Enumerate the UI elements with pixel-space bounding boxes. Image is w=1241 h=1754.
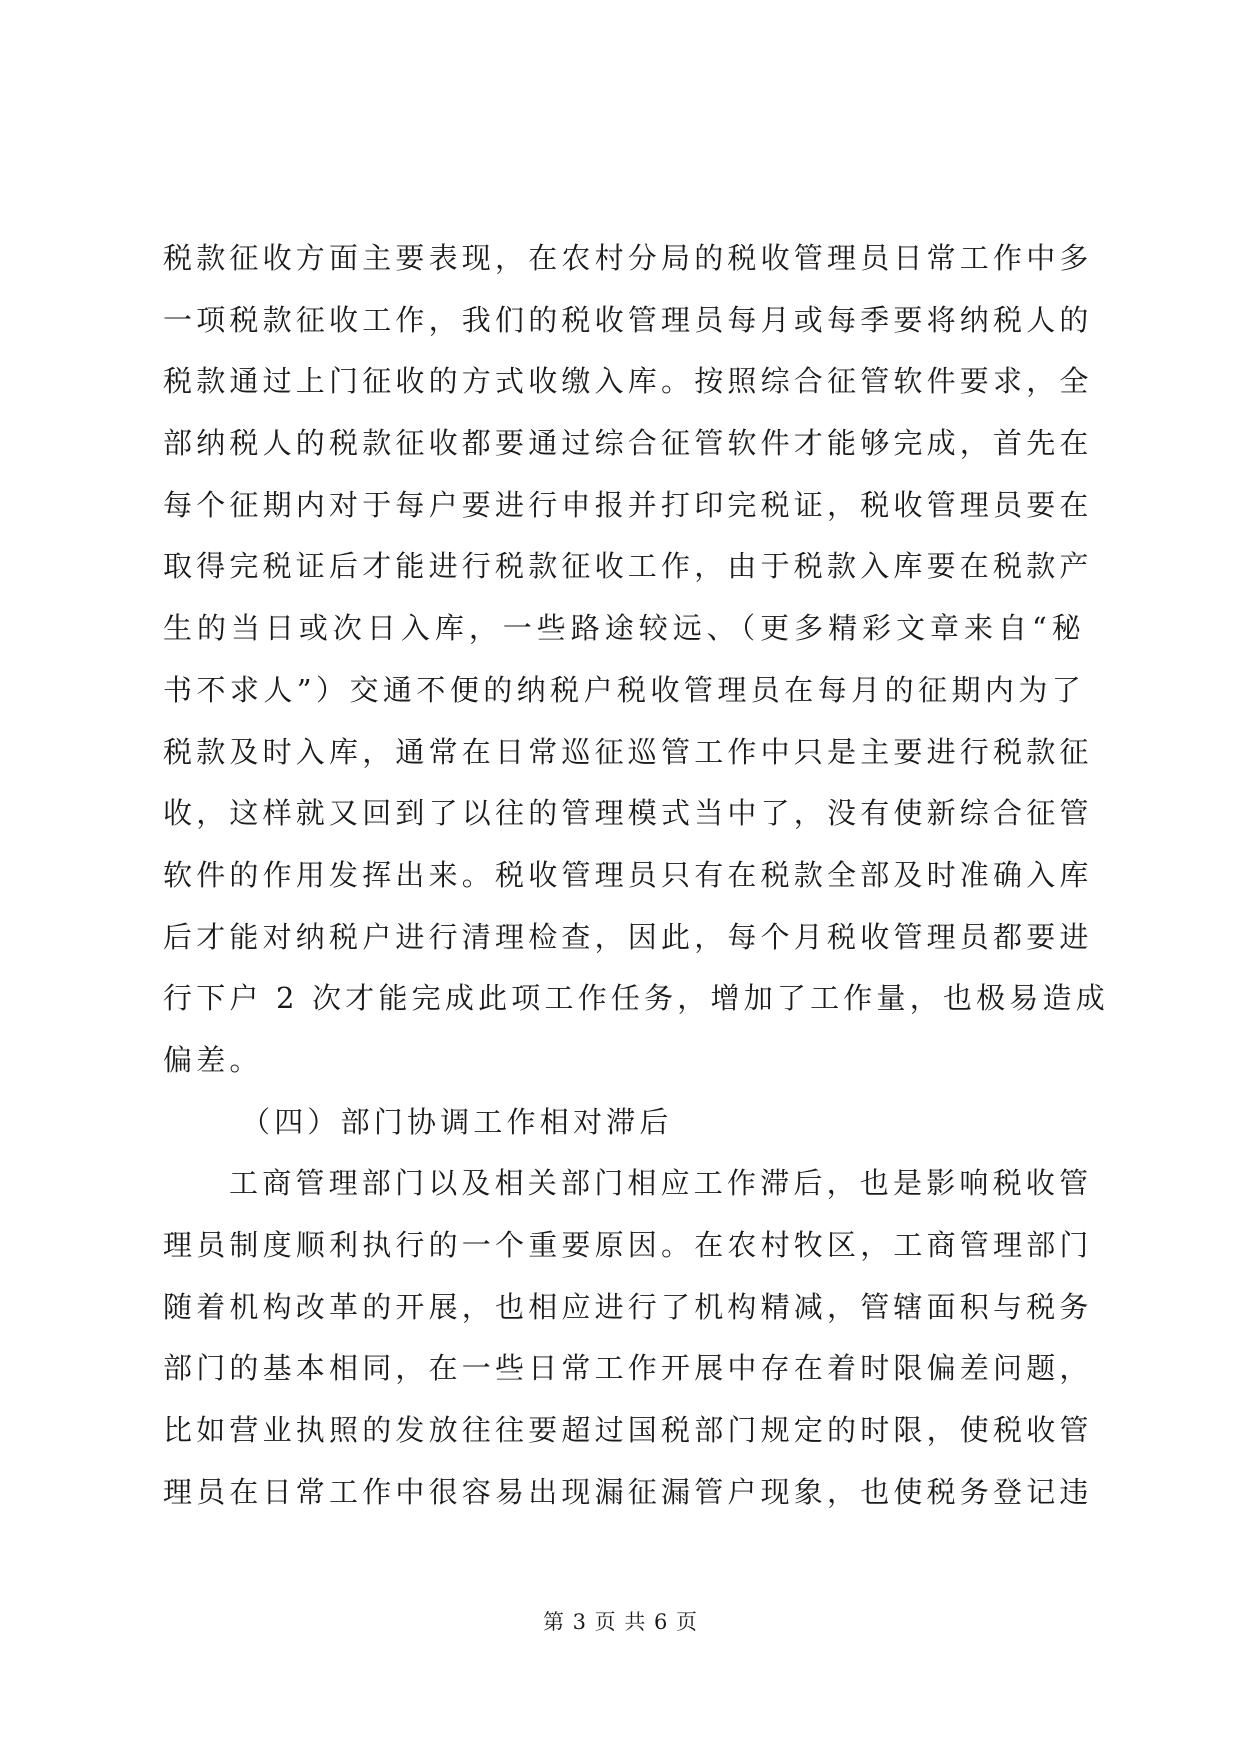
paragraph-1-line: 一项税款征收工作，我们的税收管理员每月或每季要将纳税人的 — [163, 302, 1093, 337]
paragraph-1-line: 取得完税证后才能进行税款征收工作，由于税款入库要在税款产 — [163, 549, 1093, 584]
paragraph-1-line: 书不求人”）交通不便的纳税户税收管理员在每月的征期内为了 — [163, 672, 1085, 707]
document-body — [163, 228, 1109, 1523]
section-heading: （四）部门协调工作相对滞后 — [241, 1104, 673, 1139]
paragraph-2-line: 比如营业执照的发放往往要超过国税部门规定的时限，使税收管 — [163, 1413, 1093, 1448]
paragraph-1-line: 收，这样就又回到了以往的管理模式当中了，没有使新综合征管 — [163, 796, 1093, 831]
paragraph-1-line: 生的当日或次日入库，一些路途较远、（更多精彩文章来自“秘 — [163, 611, 1085, 646]
paragraph-2-line: 理员在日常工作中很容易出现漏征漏管户现象，也使税务登记违 — [163, 1474, 1093, 1509]
paragraph-2-line: 随着机构改革的开展，也相应进行了机构精减，管辖面积与税务 — [163, 1289, 1093, 1324]
paragraph-2-first-line: 工商管理部门以及相关部门相应工作滞后，也是影响税收管 — [229, 1166, 1093, 1201]
paragraph-2-line: 理员制度顺利执行的一个重要原因。在农村牧区，工商管理部门 — [163, 1228, 1093, 1262]
paragraph-1-line: 税款通过上门征收的方式收缴入库。按照综合征管软件要求，全 — [163, 364, 1093, 399]
paragraph-1-line: 税款及时入库，通常在日常巡征巡管工作中只是主要进行税款征 — [163, 734, 1093, 769]
paragraph-1-line: 部纳税人的税款征收都要通过综合征管软件才能够完成，首先在 — [163, 426, 1093, 461]
paragraph-1-line: 软件的作用发挥出来。税收管理员只有在税款全部及时准确入库 — [163, 857, 1093, 892]
paragraph-1-line: 每个征期内对于每户要进行申报并打印完税证，税收管理员要在 — [163, 487, 1093, 522]
paragraph-1-line: 税款征收方面主要表现，在农村分局的税收管理员日常工作中多 — [163, 241, 1093, 275]
page-number-footer: 第 3 页 共 6 页 — [542, 1610, 699, 1634]
paragraph-1-last-line: 偏差。 — [163, 1042, 263, 1077]
paragraph-1-line: 行下户 2 次才能完成此项工作任务，增加了工作量，也极易造成 — [163, 981, 1109, 1016]
paragraph-2-line: 部门的基本相同，在一些日常工作开展中存在着时限偏差问题， — [163, 1351, 1093, 1386]
paragraph-1-line: 后才能对纳税户进行清理检查，因此，每个月税收管理员都要进 — [163, 919, 1093, 954]
